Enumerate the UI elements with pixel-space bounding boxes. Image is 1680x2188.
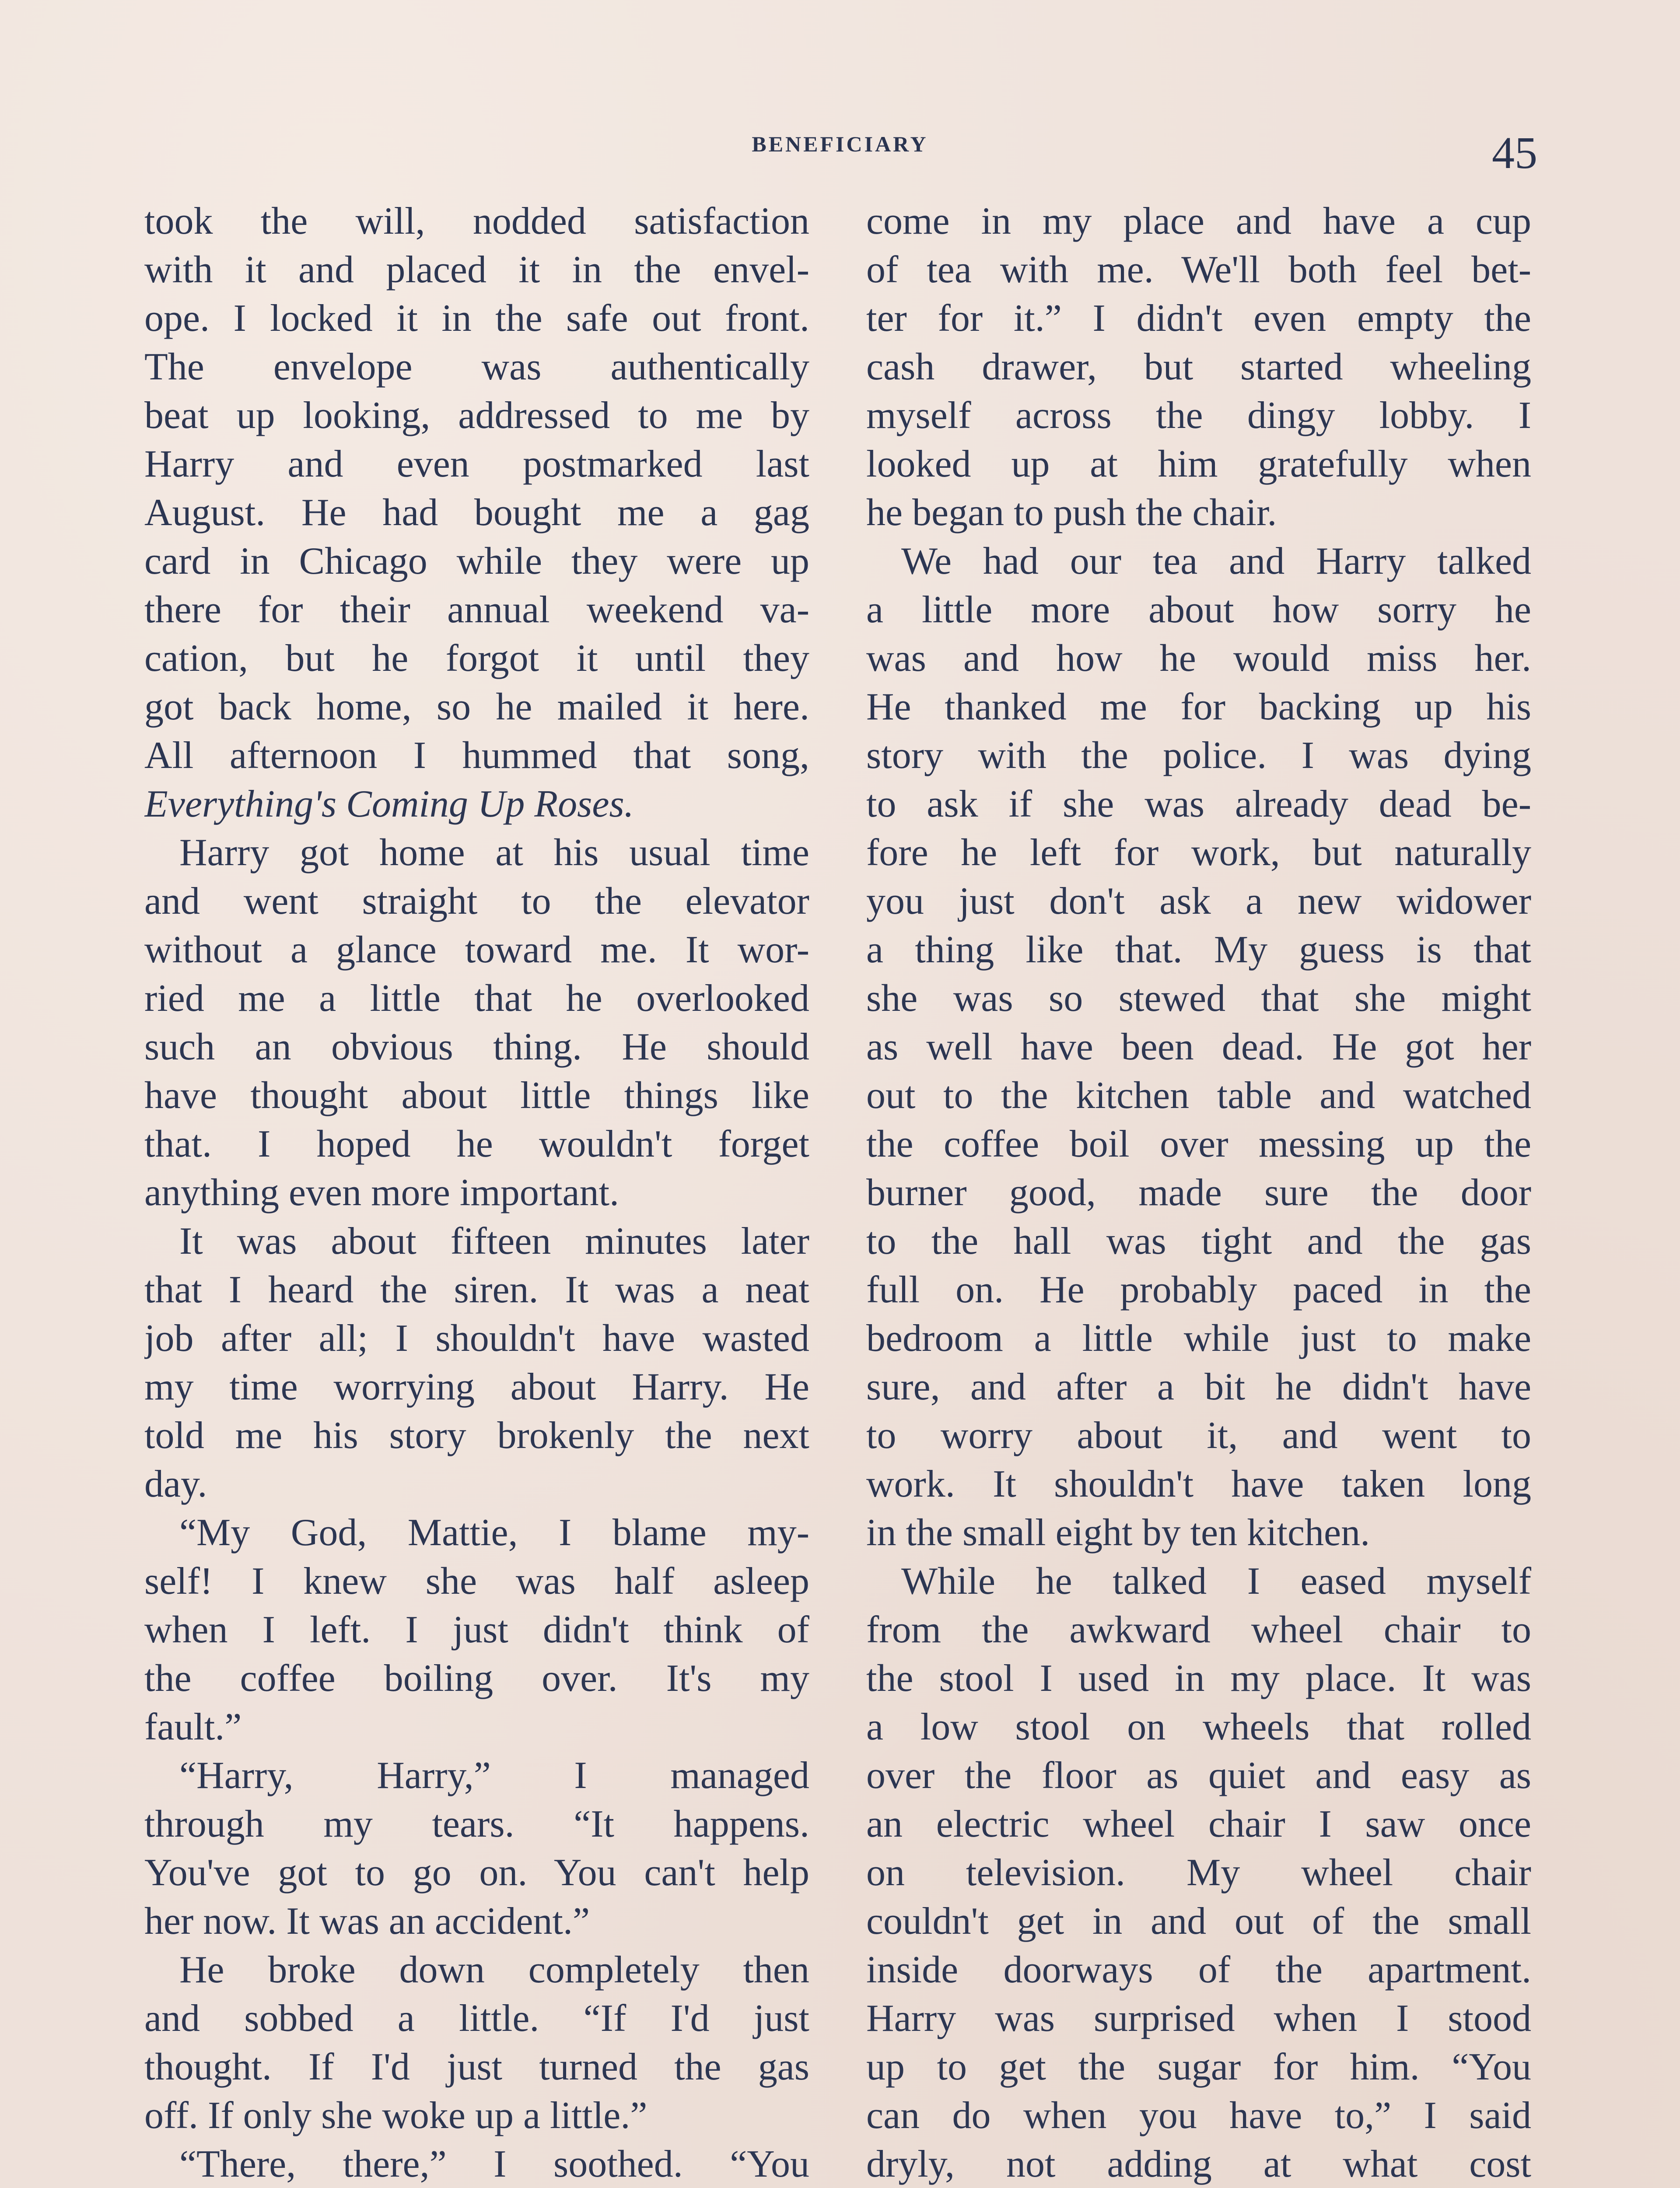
text-line: a little more about how sorry he <box>866 589 1531 631</box>
text-line: up to get the sugar for him. “You <box>866 2046 1531 2088</box>
text-line: told me his story brokenly the next <box>144 1414 809 1457</box>
text-line: He broke down completely then <box>179 1949 809 1991</box>
text-line: her now. It was an accident.” <box>144 1900 590 1943</box>
text-line: Harry got home at his usual time <box>179 831 809 874</box>
text-line: day. <box>144 1463 207 1505</box>
text-line: as well have been dead. He got her <box>866 1026 1531 1068</box>
text-line: “My God, Mattie, I blame my- <box>179 1511 809 1554</box>
text-line: a low stool on wheels that rolled <box>866 1706 1531 1748</box>
text-line: come in my place and have a cup <box>866 200 1531 242</box>
text-line: took the will, nodded satisfaction <box>144 200 809 242</box>
text-line: an electric wheel chair I saw once <box>866 1803 1531 1845</box>
text-line: have thought about little things like <box>144 1074 809 1117</box>
text-line: got back home, so he mailed it here. <box>144 686 809 728</box>
text-line: looked up at him gratefully when <box>866 443 1531 485</box>
text-line: that I heard the siren. It was a neat <box>144 1269 809 1311</box>
text-line: ter for it.” I didn't even empty the <box>866 297 1531 340</box>
text-line: over the floor as quiet and easy as <box>866 1754 1531 1797</box>
text-line: to ask if she was already dead be- <box>866 783 1531 825</box>
text-line: she was so stewed that she might <box>866 977 1531 1020</box>
text-line: on television. My wheel chair <box>866 1851 1531 1894</box>
text-line: and went straight to the elevator <box>144 880 809 922</box>
text-line: there for their annual weekend va- <box>144 589 809 631</box>
text-line: out to the kitchen table and watched <box>866 1074 1531 1117</box>
text-line: story with the police. I was dying <box>866 734 1531 777</box>
text-line: the coffee boiling over. It's my <box>144 1657 809 1700</box>
text-line: Harry and even postmarked last <box>144 443 809 485</box>
text-line: Harry was surprised when I stood <box>866 1997 1531 2040</box>
text-line: work. It shouldn't have taken long <box>866 1463 1531 1505</box>
text-line: anything even more important. <box>144 1171 620 1214</box>
text-line: August. He had bought me a gag <box>144 491 809 534</box>
text-line: All afternoon I hummed that song, <box>144 734 809 777</box>
text-line: The envelope was authentically <box>144 346 809 388</box>
text-line: cash drawer, but started wheeling <box>866 346 1531 388</box>
text-line: fore he left for work, but naturally <box>866 831 1531 874</box>
text-line: bedroom a little while just to make <box>866 1317 1531 1360</box>
text-line: a thing like that. My guess is that <box>866 929 1531 971</box>
text-line: burner good, made sure the door <box>866 1171 1531 1214</box>
text-line: beat up looking, addressed to me by <box>144 394 809 437</box>
text-line: with it and placed it in the envel- <box>144 249 809 291</box>
left-text-column <box>144 197 809 2188</box>
text-line: couldn't get in and out of the small <box>866 1900 1531 1943</box>
text-line: cation, but he forgot it until they <box>144 637 809 680</box>
text-line: of tea with me. We'll both feel bet- <box>866 249 1531 291</box>
text-line: the stool I used in my place. It was <box>866 1657 1531 1700</box>
text-line: such an obvious thing. He should <box>144 1026 809 1068</box>
text-line: he began to push the chair. <box>866 491 1277 534</box>
text-line: myself across the dingy lobby. I <box>866 394 1531 437</box>
text-line: While he talked I eased myself <box>901 1560 1531 1602</box>
text-line: the coffee boil over messing up the <box>866 1123 1531 1165</box>
text-line: to worry about it, and went to <box>866 1414 1531 1457</box>
text-line: that. I hoped he wouldn't forget <box>144 1123 809 1165</box>
text-line: card in Chicago while they were up <box>144 540 809 582</box>
text-line: thought. If I'd just turned the gas <box>144 2046 809 2088</box>
page-number: 45 <box>1492 128 1537 178</box>
text-line: You've got to go on. You can't help <box>144 1851 809 1894</box>
text-line: you just don't ask a new widower <box>866 880 1531 922</box>
text-line: when I left. I just didn't think of <box>144 1609 809 1651</box>
text-line: off. If only she woke up a little.” <box>144 2094 648 2137</box>
text-line: self! I knew she was half asleep <box>144 1560 809 1602</box>
text-line: from the awkward wheel chair to <box>866 1609 1531 1651</box>
text-line: job after all; I shouldn't have wasted <box>144 1317 809 1360</box>
text-line: to the hall was tight and the gas <box>866 1220 1531 1262</box>
text-line: sure, and after a bit he didn't have <box>866 1366 1531 1408</box>
text-line: He thanked me for backing up his <box>866 686 1531 728</box>
text-line: through my tears. “It happens. <box>144 1803 809 1845</box>
text-line: without a glance toward me. It wor- <box>144 929 809 971</box>
text-line: was and how he would miss her. <box>866 637 1531 680</box>
text-line: ope. I locked it in the safe out front. <box>144 297 809 340</box>
text-line: in the small eight by ten kitchen. <box>866 1511 1370 1554</box>
text-line: and sobbed a little. “If I'd just <box>144 1997 809 2040</box>
text-line: It was about fifteen minutes later <box>179 1220 809 1262</box>
text-line: can do when you have to,” I said <box>866 2094 1531 2137</box>
text-line: inside doorways of the apartment. <box>866 1949 1531 1991</box>
text-line: my time worrying about Harry. He <box>144 1366 809 1408</box>
text-line: ried me a little that he overlooked <box>144 977 809 1020</box>
text-line: fault.” <box>144 1706 242 1748</box>
text-line: We had our tea and Harry talked <box>901 540 1531 582</box>
text-line: “Harry, Harry,” I managed <box>179 1754 809 1797</box>
text-line: dryly, not adding at what cost <box>866 2143 1531 2185</box>
text-line: full on. He probably paced in the <box>866 1269 1531 1311</box>
text-line: Everything's Coming Up Roses. <box>144 783 634 825</box>
right-text-column <box>866 197 1531 2188</box>
text-line: “There, there,” I soothed. “You <box>179 2143 809 2185</box>
running-title: BENEFICIARY <box>752 132 928 156</box>
